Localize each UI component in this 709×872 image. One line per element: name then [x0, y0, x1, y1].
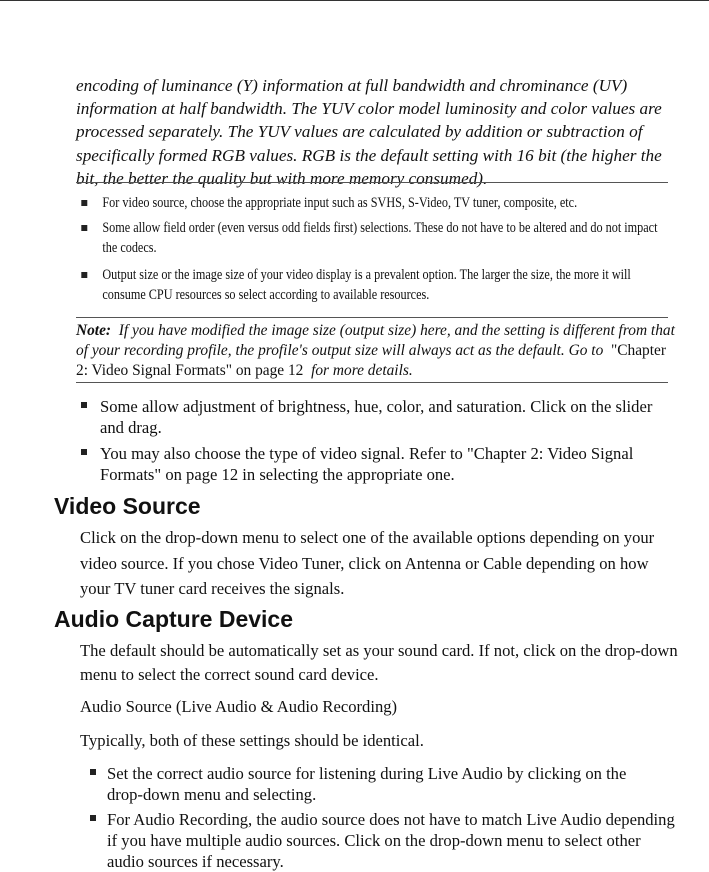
page-top-rule — [0, 0, 709, 1]
bullet-live-audio: Set the correct audio source for listening during Live Audio by clicking on the drop-down menu and selecting. — [90, 763, 680, 805]
bullet-square-icon — [81, 200, 87, 206]
bullet-brightness: Some allow adjustment of brightness, hue, color, and saturation. Click on the slider and drag. — [81, 396, 671, 438]
heading-video-source: Video Source — [54, 493, 201, 519]
typically-line: Typically, both of these settings should be identical. — [80, 731, 424, 750]
note-label: Note: — [76, 322, 112, 339]
rule-2 — [76, 317, 668, 318]
small-bullet-2: Some allow field order (even versus odd fields first) selections. These do not have to be altered and do not impact the codecs. — [80, 218, 596, 258]
note-chapter-link[interactable]: "Chapter 2: Video Signal Formats" on page 12 — [76, 342, 666, 379]
note-tail: for more details. — [311, 362, 413, 379]
bullet-square-icon — [90, 815, 96, 821]
bullet-square-icon — [81, 402, 87, 408]
small-bullet-3: Output size or the image size of your video display is a prevalent option. The larger the size, the more it will consume CPU resources so select according to available resources. — [80, 265, 596, 305]
bullet-square-icon — [81, 449, 87, 455]
note-text: If you have modified the image size (output size) here, and the setting is different from that of your recording profile, the profile's output size will always act as the default. — [76, 322, 675, 359]
bullet-square-icon — [90, 769, 96, 775]
video-source-paragraph: Click on the drop-down menu to select one of the available options depending on your video source. If you chose Video Tuner, click on Antenna or Cable depending on how your TV tuner card receives the signals. — [80, 528, 655, 598]
intro-paragraph: encoding of luminance (Y) information at full bandwidth and chrominance (UV) information at half bandwidth. The YUV color model luminosity and color values are processed separately. The YUV values are calculated by addition or subtraction of specifically formed RGB values. RGB is the default setting with 16 bit (the higher the bit, the better the quality but with more memory consumed). — [76, 76, 662, 188]
audio-capture-paragraph: The default should be automatically set as your sound card. If not, click on the drop-down menu to select the correct sound card device. — [80, 641, 678, 684]
small-bullet-1: For video source, choose the appropriate input such as SVHS, S-Video, TV tuner, composite, etc. — [80, 193, 596, 213]
bullet-video-signal: You may also choose the type of video signal. Refer to "Chapter 2: Video Signal Formats" on page 12 in selecting the appropriate one. — [81, 443, 671, 485]
rule-3 — [76, 382, 668, 383]
rule-1 — [76, 182, 668, 183]
note-block — [76, 321, 676, 381]
bullet-audio-recording: For Audio Recording, the audio source does not have to match Live Audio depending if you have multiple audio sources. Click on the drop-down menu to select other audio sources if necessary. — [90, 809, 680, 872]
heading-audio-capture-device: Audio Capture Device — [54, 606, 293, 632]
bullet-square-icon — [81, 272, 87, 278]
note-goto: Go to — [568, 342, 604, 359]
audio-source-line: Audio Source (Live Audio & Audio Recording) — [80, 697, 398, 716]
bullet-square-icon — [81, 225, 87, 231]
